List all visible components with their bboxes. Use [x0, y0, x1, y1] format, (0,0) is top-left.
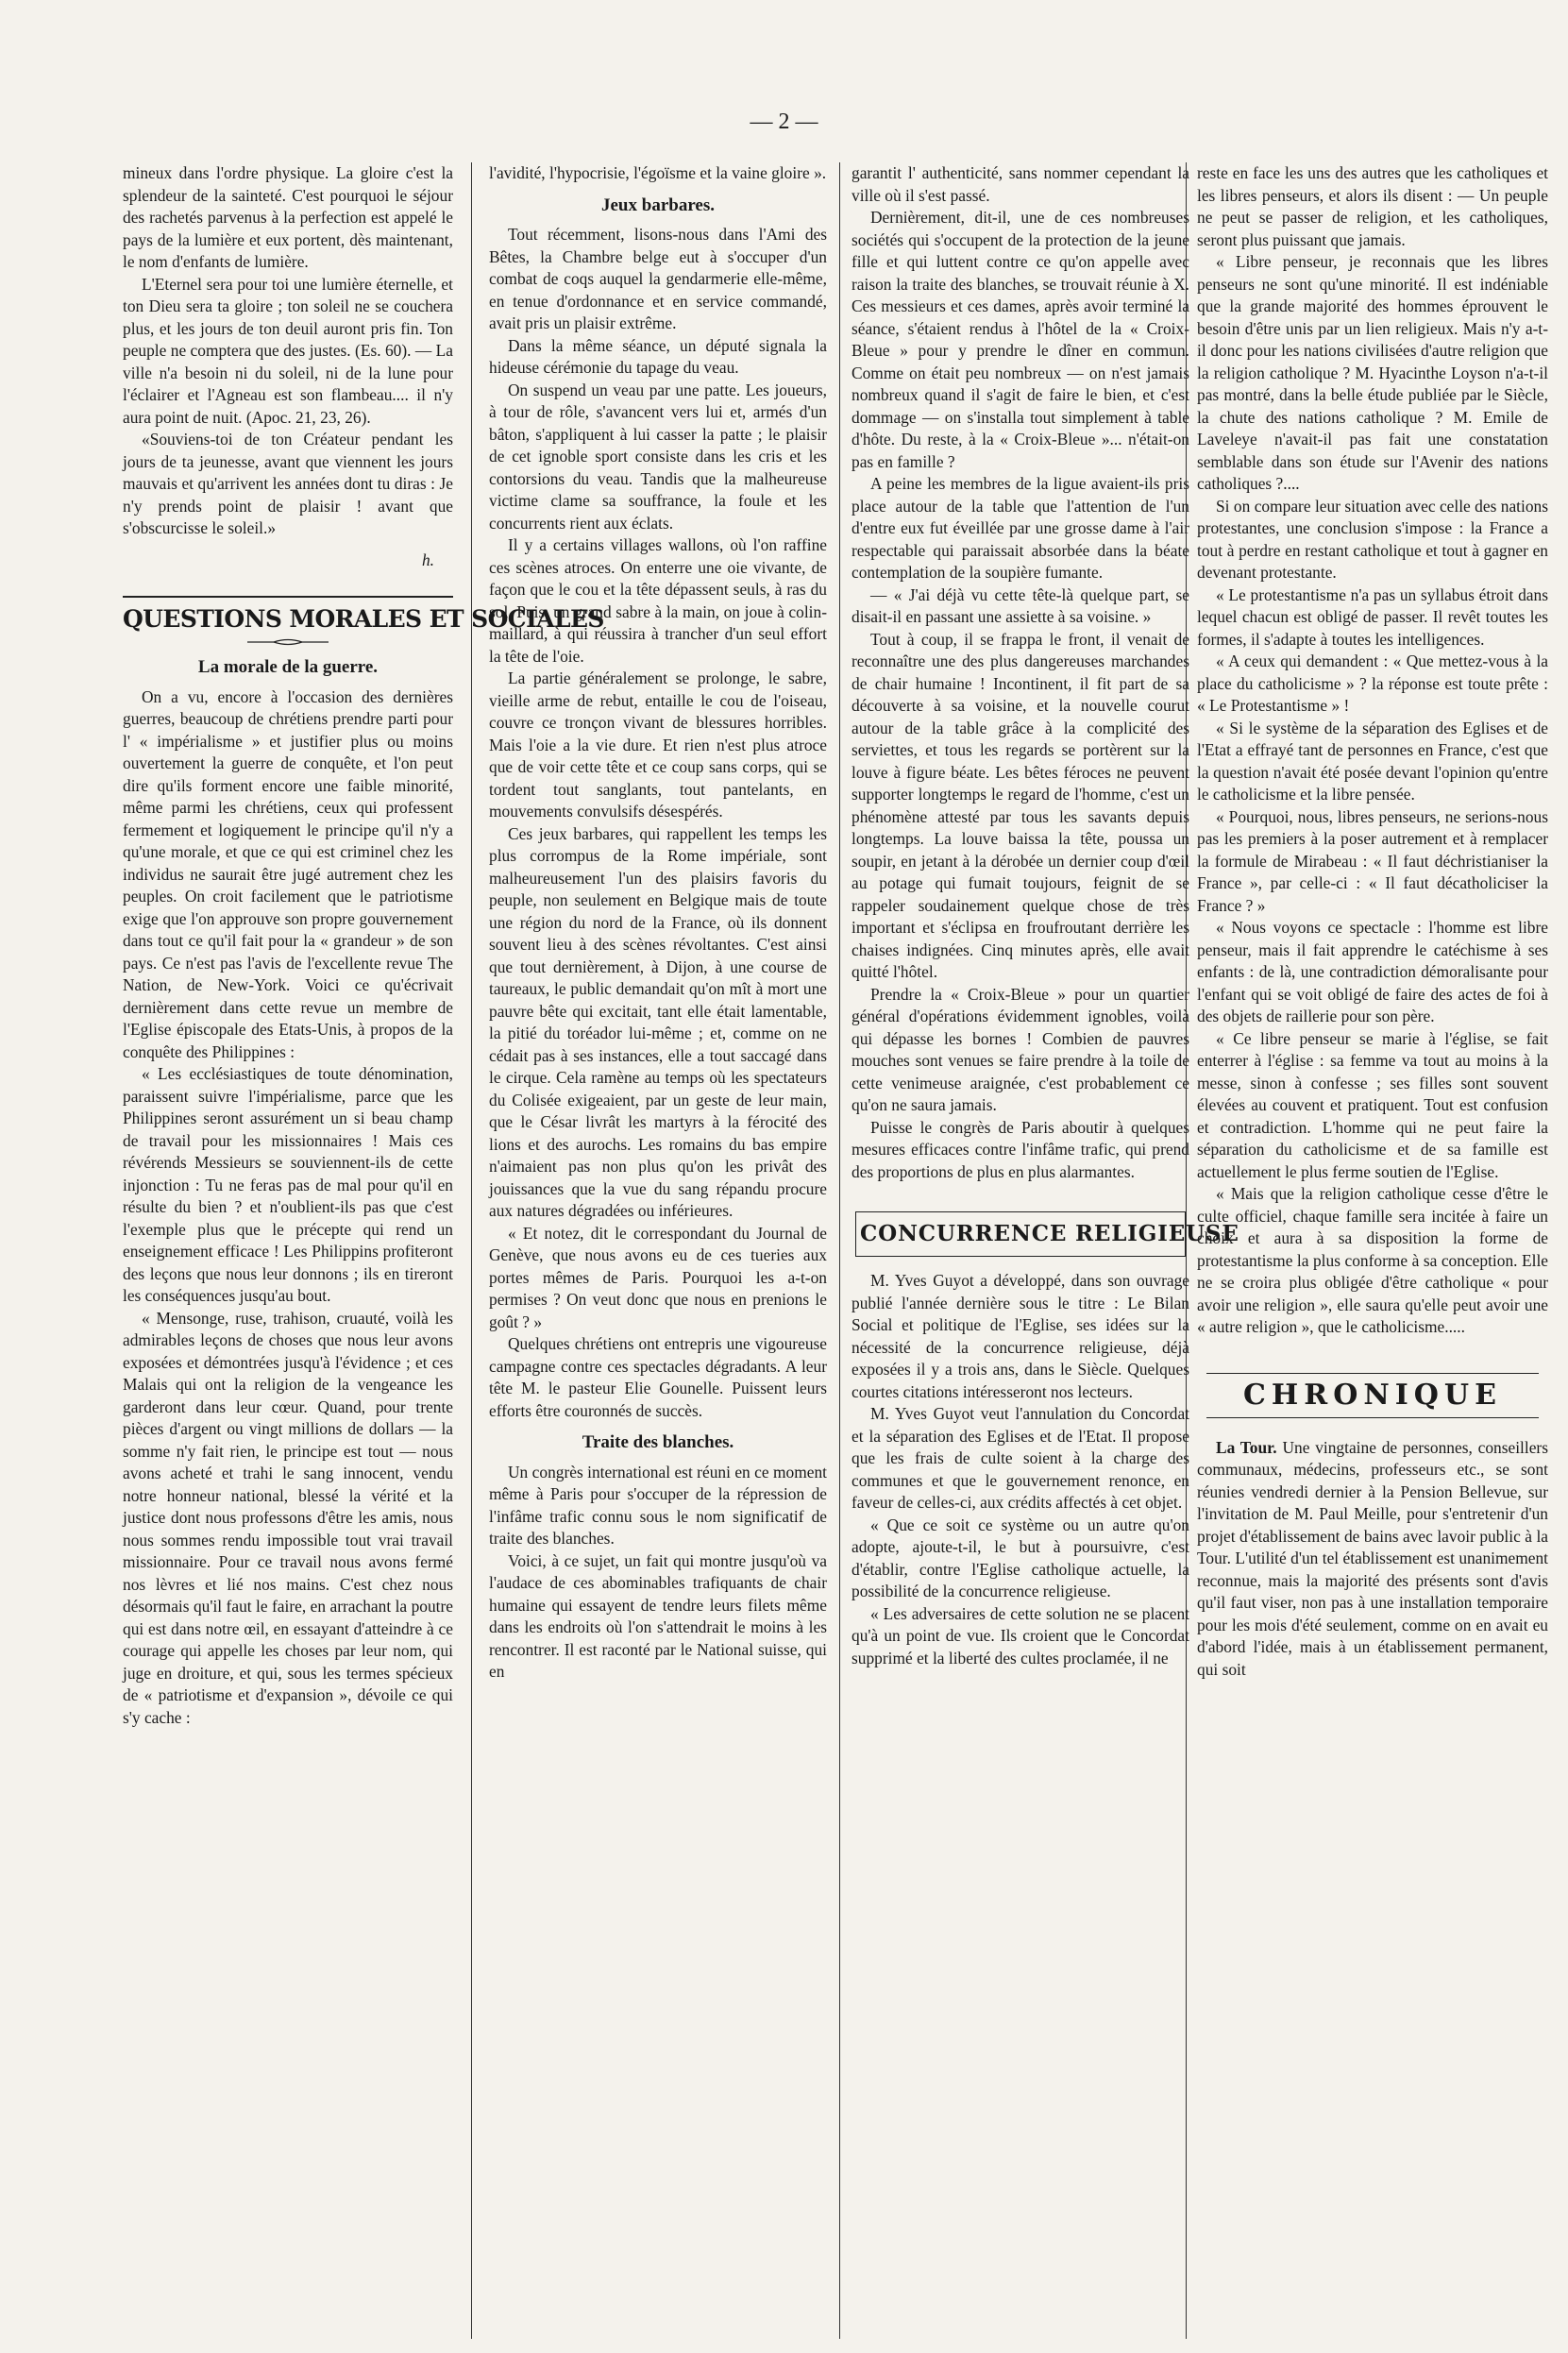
paragraph: Voici, à ce sujet, un fait qui montre jusqu'où va l'audace de ces abominables trafiquants de chair humaine qui essayent de tendre leurs filets même dans les endroits où l'on s'attendrait le moins à les rencontrer. Il est raconté par le National suisse, qui en — [489, 1550, 827, 1681]
paragraph: Dans la même séance, un député signala la hideuse cérémonie du tapage du veau. — [489, 335, 827, 377]
ornament-divider — [245, 637, 330, 647]
paragraph: On a vu, encore à l'occasion des dernières guerres, beaucoup de chrétiens prendre parti pour l' « impérialisme » et justifier plus ou moins ouvertement la guerre de conquête, et l'on peut dire qu'ils forment encore une faible minorité, même parmi les chrétiens, ceux qui professent fermement et logiquement le principe qu'il n'y a qu'une morale, et que ce qui est criminel chez les individus ne saurait être jugé autrement chez les peuples. On croit facilement que le patriotisme exige que l'on approuve son propre gouvernement dans tout ce qu'il fait pour la « grandeur » de son pays. Ce n'est pas l'avis de l'excellente revue The Nation, de New-York. Voici ce qu'écrivait dernièrement dans cette revue un membre de l'Eglise épiscopale des Etats-Unis, à propos de la conquête des Philippines : — [123, 686, 453, 1061]
paragraph: Dernièrement, dit-il, une de ces nombreuses sociétés qui s'occupent de la protection de la jeune fille et qui luttent contre ce qu'on appelle avec raison la traite des blanches, se trouvait réunie à X. Ces messieurs et ces dames, après avoir terminé la séance, s'étaient rendus à l'hôtel de la « Croix-Bleue » pour y prendre le dîner en commun. Comme on était peu nombreux — on n'est jamais nombreux quand il s'agit de faire le bien, et c'est dommage — on s'installa tout simplement à table d'hôte. Du reste, à la « Croix-Bleue »... n'était-on pas en famille ? — [851, 208, 1189, 471]
paragraph: « Les ecclésiastiques de toute dénomination, paraissent suivre l'impérialisme, parce que les Philippines seront assurément un si beau champ de travail pour les missionnaires ! Mais ces révérends Messieurs se souviennent-ils de cette injonction : Tu ne feras pas de mal pour qu'il en résulte du bien ? et n'oublient-ils pas que c'est l'exemple plus que le précepte qui rend un enseignement efficace ! Les Philippins profiteront des leçons que nous leur donnons ; ils en tireront les conséquences jusqu'au bout. — [123, 1064, 453, 1305]
paragraph: « Et notez, dit le correspondant du Journal de Genève, que nous avons eu de ces tueries aux portes mêmes de Paris. Pourquoi les a-t-on permises ? On veut donc que nous en prenions le goût ? » — [489, 1223, 827, 1331]
paragraph: « Que ce soit ce système ou un autre qu'on adopte, ajoute-t-il, le but à poursuivre, c'est d'établir, contre l'Eglise catholique actuelle, la possibilité de la concurrence religieuse. — [851, 1515, 1189, 1600]
paragraph: Tout récemment, lisons-nous dans l'Ami des Bêtes, la Chambre belge eut à s'occuper d'un combat de coqs auquel la gendarmerie elle-même, en tenue d'ordonnance et en service commandé, avait pris un plaisir extrême. — [489, 225, 827, 332]
paragraph: Puisse le congrès de Paris aboutir à quelques mesures efficaces contre l'infâme trafic, qui prend des proportions de plus en plus alarmantes. — [851, 1117, 1189, 1181]
column-2 — [489, 162, 827, 2345]
divider — [123, 596, 453, 598]
paragraph: Quelques chrétiens ont entrepris une vigoureuse campagne contre ces spectacles dégradants. A leur tête M. le pasteur Elie Gounelle. Puissent leurs efforts être couronnés de succès. — [489, 1334, 827, 1420]
paragraph: On suspend un veau par une patte. Les joueurs, à tour de rôle, s'avancent vers lui et, armés d'un bâton, s'appliquent à lui casser la patte ; le plaisir de cet ignoble sport consiste dans les cris et les contorsions du veau. Tandis que la malheureuse victime clame sa souffrance, la foule et les concurrents rient aux éclats. — [489, 380, 827, 533]
paragraph: — « J'ai déjà vu cette tête-là quelque part, se disait-il en passant une assiette à sa voisine. » — [851, 584, 1189, 626]
section-title: CHRONIQUE — [1206, 1373, 1539, 1418]
section-title: QUESTIONS MORALES ET SOCIALES — [123, 605, 604, 633]
column-rule — [471, 162, 472, 2339]
paragraph-text: Une vingtaine de personnes, conseillers communaux, médecins, professeurs etc., se sont réunies vendredi dernier à la Pension Bellevue, sur l'invitation de M. Paul Meille, pour s'entretenir d'un projet d'établissement de bains avec lavoir public à la Tour. L'utilité d'un tel établissement est unanimement reconnue, mais la majorité des présents sont d'avis qu'il faut viser, non pas à une installation temporaire pour les mois d'été seulement, comme on en avait eu d'abord l'idée, mais à un établissement permanent, qui soit — [1197, 1437, 1548, 1679]
paragraph: « Si le système de la séparation des Eglises et de l'Etat a effrayé tant de personnes en France, c'est que la question n'avait été posée devant l'opinion qu'entre le catholicisme et la libre pensée. — [1197, 718, 1548, 804]
page-number: — 2 — — [750, 110, 818, 134]
paragraph: A peine les membres de la ligue avaient-ils pris place autour de la table que l'attention de l'un d'entre eux fut éveillée par une grosse dame à l'air respectable qui paraissait absorbée dans la béate contemplation de la soupière fumante. — [851, 474, 1189, 582]
paragraph: « Les adversaires de cette solution ne se placent qu'à un point de vue. Ils croient que le Concordat supprimé et la liberté des cultes proclamée, il ne — [851, 1603, 1189, 1667]
column-rule — [839, 162, 840, 2339]
paragraph: « Mensonge, ruse, trahison, cruauté, voilà les admirables leçons de choses que nous leur avons exposées et démontrées jusqu'à l'évidence ; et ces Malais qui ont la religion de la vengeance les garderont dans leur cœur. Quand, pour trente pièces d'argent ou vingt millions de dollars — la somme n'y fait rien, le principe est tout — nous avons acheté et trahi le sang innocent, vendu notre honneur national, blessé la vérité et la justice dont nous professons d'être les amis, nous nous sommes rendu impossible tout vrai travail missionnaire. Pour ce travail nous avons fermé nos lèvres et lié nos mains. C'est chez nous désormais qu'il faut le faire, en arrachant la poutre qui est dans notre œil, en essayant d'atteindre à ce courage qui appelle les choses par leur nom, qui juge en droiture, et qui, sous les termes spécieux de « patriotisme et d'expansion », dévoile ce qui s'y cache : — [123, 1308, 453, 1727]
paragraph: M. Yves Guyot veut l'annulation du Concordat et la séparation des Eglises et de l'Etat. Il propose que les frais de culte soient à la charge des communes et que le gouvernement renonce, en faveur de celles-ci, aux crédits affectés à cet objet. — [851, 1404, 1189, 1512]
paragraph: « Libre penseur, je reconnais que les libres penseurs ne sont qu'une minorité. Il est indéniable que la grande majorité des hommes éprouvent le besoin d'être unis par un lien religieux. Mais n'y a-t-il donc pour les nations civilisées d'autre religion que la religion catholique ? M. Hyacinthe Loyson n'a-t-il pas montré, dans la belle étude publiée par le Siècle, la chute des nations catholique ? M. Emile de Laveleye n'avait-il pas fait une constatation semblable dans son étude sur l'Avenir des nations catholiques ?.... — [1197, 252, 1548, 493]
paragraph: Prendre la « Croix-Bleue » pour un quartier général d'opérations évidemment ignobles, voilà qui dépasse les bornes ! Combien de pauvres mouches sont venues se faire prendre à la toile de cette venimeuse araignée, c'est probablement ce qu'on ne saura jamais. — [851, 984, 1189, 1114]
paragraph: « Nous voyons ce spectacle : l'homme est libre penseur, mais il fait apprendre le catéchisme à ses enfants : de là, une contradiction démoralisante pour l'enfant qui se voit obligé de faire des actes de foi à des objets de raillerie pour son père. — [1197, 918, 1548, 1025]
paragraph: L'Eternel sera pour toi une lumière éternelle, et ton Dieu sera ta gloire ; ton soleil ne se couchera plus, et les jours de ton deuil auront pris fin. Ton peuple ne comptera que des justes. (Es. 60). — La ville n'a besoin ni du soleil, ni de la lune pour l'éclairer et l'Agneau est son flambeau.... il n'y aura point de nuit. (Apoc. 21, 23, 26). — [123, 274, 453, 427]
paragraph: Ces jeux barbares, qui rappellent les temps les plus corrompus de la Rome impériale, sont malheureusement l'un des plaisirs favoris du peuple, non seulement en Belgique mais de toute une région du nord de la France, où ils donnent souvent lieu à des scènes révoltantes. C'est ainsi que tout dernièrement, à Dijon, à une course de taureaux, le public demandait qu'on mît à mort une pauvre bête qui excitait, tant elle était lamentable, la pitié du toréador lui-même ; et, comme on ne cédait pas à ses instances, elle a tout saccagé dans le cirque. Cela ramène au temps où les spectateurs du Colisée exigeaient, par un geste de leur main, que le César livrât les martyrs à la férocité des lions et des aurochs. Les romains du bas empire n'aimaient pas non plus qu'on les privât des jouissances que la vue du sang répandu procure aux natures dégradées ou inférieures. — [489, 823, 827, 1220]
lead-word: La Tour. — [1216, 1437, 1277, 1457]
paragraph: l'avidité, l'hypocrisie, l'égoïsme et la vaine gloire ». — [489, 163, 827, 182]
paragraph — [1197, 1437, 1548, 1682]
paragraph: «Souviens-toi de ton Créateur pendant les jours de ta jeunesse, avant que viennent les jours mauvais et qu'arrivent les années dont tu diras : Je n'y prends point de plaisir ! avant que s'obscurcisse le soleil.» — [123, 430, 453, 537]
paragraph: « A ceux qui demandent : « Que mettez-vous à la place du catholicisme » ? la réponse est toute prête : « Le Protestantisme » ! — [1197, 652, 1548, 715]
paragraph: mineux dans l'ordre physique. La gloire c'est la splendeur de la sainteté. C'est pourquoi le séjour des rachetés parvenus à la perfection est appelé le pays de la lumière et eux portent, dès maintenant, le nom d'enfants de lumière. — [123, 163, 453, 271]
column-3 — [851, 162, 1239, 2345]
column-4 — [1197, 162, 1548, 2345]
paragraph: Un congrès international est réuni en ce moment même à Paris pour s'occuper de la répression de l'infâme trafic connu sous le nom significatif de traite des blanches. — [489, 1462, 827, 1548]
paragraph: La partie généralement se prolonge, le sabre, vieille arme de rebut, entaille le cou de l'oiseau, couvre ce tronçon vivant de blessures horribles. Mais l'oie a la vie dure. Et rien n'est plus atroce que de voir cette tête et ce coup sans corps, qui se tordent tout sanglants, tout pantelants, en mouvements convulsifs désespérés. — [489, 669, 827, 821]
paragraph: « Ce libre penseur se marie à l'église, se fait enterrer à l'église : sa femme va tout au moins à la messe, sinon à confesse ; ses filles sont souvent élevées au couvent et pratiquent. Tout est confusion et contradiction. L'homme qui ne peut faire la séparation du catholicisme et de sa famille est actuellement le plus ferme soutien de l'Eglise. — [1197, 1028, 1548, 1181]
paragraph: Tout à coup, il se frappa le front, il venait de reconnaître une des plus dangereuses marchandes de chair humaine ! Incontinent, il fit part de sa découverte à sa voisine, et la nouvelle courut autour de la table grâce à la complicité des serviettes, et tous les regards se portèrent sur la louve à figure béate. Les bêtes féroces ne peuvent supporter longtemps le regard de l'homme, c'est un phénomène attesté par tous les savants depuis longtemps. La louve baissa la tête, poussa un soupir, en jetant à la dérobée un dernier coup d'œil au potage qui fumait toujours, feignit de se rappeler soudainement quelque chose de très important et s'éclipsa en froufroutant derrière les chaises indignées. Cinq minutes après, elle avait quitté l'hôtel. — [851, 629, 1189, 981]
paragraph: reste en face les uns des autres que les catholiques et les libres penseurs, et alors ils disent : — Un peuple ne peut se passer de religion, et les catholiques, seront plus puissant que jamais. — [1197, 163, 1548, 249]
column-1 — [123, 162, 604, 2345]
paragraph: « Le protestantisme n'a pas un syllabus étroit dans lequel chacun est obligé de passer. Il revêt toutes les formes, il s'adapte à toutes les intelligences. — [1197, 584, 1548, 649]
paragraph: « Mais que la religion catholique cesse d'être le culte officiel, chaque famille sera incitée à faire un choix et aura à sa disposition la forme de protestantisme la plus conforme à sa conception. Elle ne se croira plus obligée d'être catholique « pour avoir une religion », elle saura qu'elle peut avoir une « autre religion », que le catholicisme..... — [1197, 1184, 1548, 1336]
paragraph: M. Yves Guyot a développé, dans son ouvrage publié l'année dernière sous le titre : Le Bilan Social et politique de l'Eglise, ses idées sur la nécessité de la concurrence religieuse, déjà exposées il y a trois ans, dans le Siècle. Quelques courtes citations intéresseront nos lecteurs. — [851, 1271, 1189, 1401]
paragraph: Il y a certains villages wallons, où l'on raffine ces scènes atroces. On enterre une oie vivante, de façon que le cou et la tête dépassent seuls, à ras du sol. Puis, un grand sabre à la main, on joue à colin-maillard, à qui réussira à trancher d'un seul effort la tête de l'oie. — [489, 535, 827, 666]
signature: h. — [421, 550, 434, 569]
article-heading: La morale de la guerre. — [197, 657, 379, 677]
section-title: CONCURRENCE RELIGIEUSE — [855, 1211, 1186, 1257]
paragraph: garantit l' authenticité, sans nommer cependant la ville où il s'est passé. — [851, 163, 1189, 205]
article-heading: Traite des blanches. — [582, 1432, 734, 1452]
paragraph: « Pourquoi, nous, libres penseurs, ne serions-nous pas les premiers à la poser autrement et à remplacer la formule de Mirabeau : « Il faut déchristianiser la France », par celle-ci : « Il faut décatholiciser la France ? » — [1197, 806, 1548, 915]
article-heading: Jeux barbares. — [601, 195, 715, 215]
paragraph: Si on compare leur situation avec celle des nations protestantes, une conclusion s'impose : la France a tout à perdre en restant catholique et tout à gagner en devenant protestante. — [1197, 496, 1548, 582]
